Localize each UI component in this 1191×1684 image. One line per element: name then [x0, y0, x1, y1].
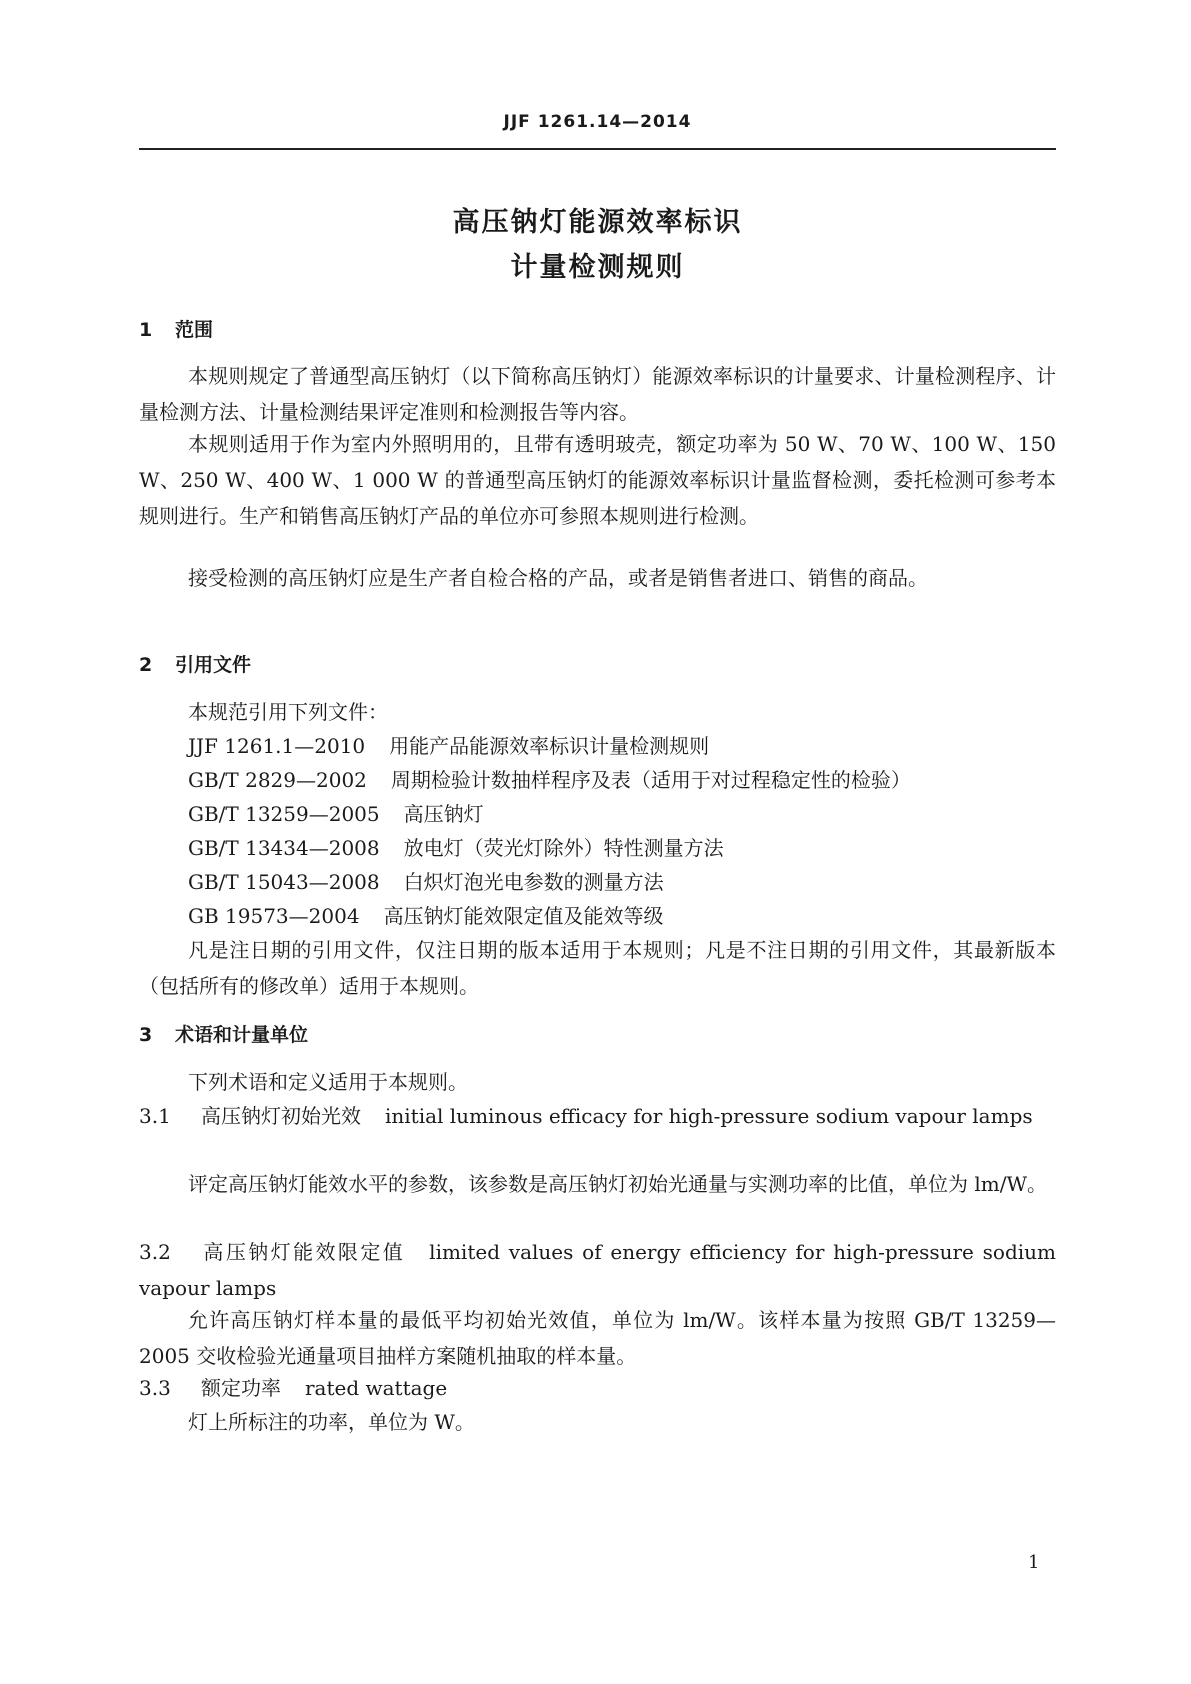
- term-number: 3.3: [139, 1376, 171, 1400]
- term-3-3-definition: 灯上所标注的功率，单位为 W。: [188, 1410, 475, 1434]
- document-code-header: JJF 1261.14—2014: [503, 112, 692, 132]
- section-title: 引用文件: [175, 654, 252, 676]
- section-1-paragraph-1: 本规则规定了普通型高压钠灯（以下简称高压钠灯）能源效率标识的计量要求、计量检测程序、计量检测方法、计量检测结果评定准则和检测报告等内容。: [139, 364, 1056, 424]
- term-chinese: 额定功率: [201, 1376, 281, 1400]
- term-chinese: 高压钠灯能效限定值: [201, 1240, 406, 1264]
- reference-code: GB 19573—2004: [188, 904, 360, 928]
- header-divider: [139, 148, 1056, 150]
- term-english: initial luminous efficacy for high-pressure sodium vapour lamps: [385, 1104, 1033, 1128]
- section-number: 3: [139, 1024, 153, 1046]
- reference-item: [188, 728, 709, 764]
- reference-item: [188, 898, 664, 934]
- reference-title: 高压钠灯能效限定值及能效等级: [383, 904, 664, 928]
- section-1-paragraph-2: 本规则适用于作为室内外照明用的，且带有透明玻壳，额定功率为 50 W、70 W、100 W、150 W、250 W、400 W、1 000 W 的普通型高压钠灯的能源效率标识计量监督检测，委托检测可参考本规则进行。生产和销售高压钠灯产品的单位亦可参照本规则进行检测。: [139, 432, 1056, 528]
- reference-code: GB/T 2829—2002: [188, 768, 367, 792]
- references-note: 凡是注日期的引用文件，仅注日期的版本适用于本规则；凡是不注日期的引用文件，其最新版本（包括所有的修改单）适用于本规则。: [139, 938, 1056, 998]
- page-number: 1: [1028, 1552, 1040, 1573]
- term-3-2-definition: 允许高压钠灯样本量的最低平均初始光效值，单位为 lm/W。该样本量为按照 GB/T 13259—2005 交收检验光通量项目抽样方案随机抽取的样本量。: [139, 1308, 1056, 1368]
- title-line-2: 计量检测规则: [510, 252, 685, 283]
- reference-title: 放电灯（荧光灯除外）特性测量方法: [403, 836, 724, 860]
- reference-code: GB/T 13259—2005: [188, 802, 380, 826]
- reference-title: 用能产品能源效率标识计量检测规则: [389, 734, 710, 758]
- term-number: 3.2: [139, 1240, 171, 1264]
- term-chinese: 高压钠灯初始光效: [201, 1104, 361, 1128]
- term-3-2: [139, 1234, 1056, 1306]
- reference-item: [188, 762, 911, 798]
- section-title: 范围: [175, 319, 214, 341]
- term-3-3: [139, 1370, 1056, 1406]
- reference-item: [188, 796, 484, 832]
- title-line-1: 高压钠灯能源效率标识: [452, 207, 743, 238]
- reference-item: [188, 864, 664, 900]
- section-number: 2: [139, 654, 153, 676]
- section-2-heading: [139, 650, 251, 677]
- section-1-paragraph-3: 接受检测的高压钠灯应是生产者自检合格的产品，或者是销售者进口、销售的商品。: [188, 566, 928, 590]
- terms-intro: 下列术语和定义适用于本规则。: [188, 1070, 468, 1094]
- references-intro: 本规范引用下列文件：: [188, 700, 388, 724]
- section-3-heading: [139, 1020, 308, 1047]
- reference-item: [188, 830, 724, 866]
- section-title: 术语和计量单位: [175, 1024, 309, 1046]
- term-number: 3.1: [139, 1104, 171, 1128]
- term-english: limited values of energy efficiency for high-pressure sodium vapour lamps: [139, 1240, 1057, 1300]
- section-1-heading: [139, 315, 213, 342]
- reference-code: GB/T 13434—2008: [188, 836, 380, 860]
- reference-code: JJF 1261.1—2010: [188, 734, 366, 758]
- term-english: rated wattage: [305, 1376, 448, 1400]
- term-3-1: [139, 1098, 1056, 1134]
- reference-title: 白炽灯泡光电参数的测量方法: [403, 870, 664, 894]
- section-number: 1: [139, 319, 153, 341]
- reference-title: 高压钠灯: [403, 802, 484, 826]
- reference-code: GB/T 15043—2008: [188, 870, 380, 894]
- reference-title: 周期检验计数抽样程序及表（适用于对过程稳定性的检验）: [390, 768, 911, 792]
- term-3-1-definition: 评定高压钠灯能效水平的参数，该参数是高压钠灯初始光通量与实测功率的比值，单位为 lm/W。: [188, 1172, 1048, 1196]
